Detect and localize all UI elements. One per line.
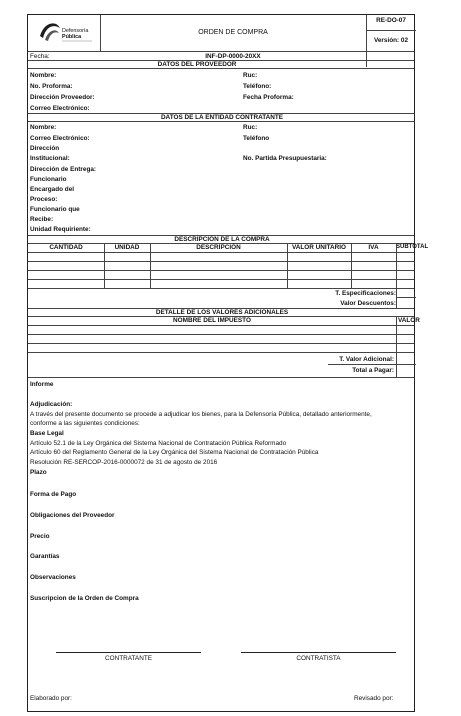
entidad-partida-label: No. Partida Presupuestaria: <box>243 155 327 162</box>
proveedor-correo-label: Correo Electrónico: <box>30 105 90 112</box>
revisado-label: Revisado por: <box>354 695 394 702</box>
section-compra-title: DESCRIPCIÓN DE LA COMPRA <box>174 236 270 243</box>
col-nombre-impuesto: NOMBRE DEL IMPUESTO <box>173 317 251 324</box>
section-entidad-title: DATOS DE LA ENTIDAD CONTRATANTE <box>160 114 284 121</box>
adjudicacion-text-2: conforme a las siguientes condiciones: <box>30 420 140 427</box>
proveedor-nombre-label: Nombre: <box>30 72 57 79</box>
informe-label: Informe <box>30 381 54 388</box>
entidad-nombre-label: Nombre: <box>30 124 57 131</box>
doc-code: RE-DO-07 <box>376 17 406 24</box>
proveedor-telefono-label: Teléfono: <box>243 83 272 90</box>
adjudicacion-text-1: A través del presente documento se procede a adjudicar los bienes, para la Defensoría Pública, detallado anteriormente, <box>30 411 372 418</box>
doc-number: INF-DP-0000-20XX <box>205 53 261 60</box>
suscripcion-label: Suscripcion de la Orden de Compra <box>30 595 139 602</box>
entidad-entrega-label: Dirección de Entrega: <box>30 166 97 173</box>
fecha-label: Fecha: <box>30 53 50 60</box>
col-cantidad: CANTIDAD <box>49 244 83 251</box>
articulo-52: Artículo 52.1 de la Ley Orgánica del Sistema Nacional de Contratación Pública Reformado <box>30 440 287 447</box>
logo-text-line2: Pública <box>62 34 82 40</box>
section-proveedor-title: DATOS DEL PROVEEDOR <box>157 61 237 68</box>
col-valor: VALOR <box>398 317 420 324</box>
valor-descuentos-label: Valor Descuentos: <box>340 300 396 307</box>
entidad-proceso-label: Proceso: <box>30 196 58 203</box>
doc-title: ORDEN DE COMPRA <box>198 29 268 36</box>
contratante-signature-line <box>56 652 201 653</box>
plazo-label: Plazo <box>30 469 47 476</box>
garantias-label: Garantías <box>30 553 60 560</box>
logo-swoosh-2 <box>45 30 59 41</box>
defensoria-logo <box>34 18 96 48</box>
t-especificaciones-label: T. Especificaciones: <box>335 290 396 297</box>
contratante-label: CONTRATANTE <box>105 655 152 662</box>
doc-code-cell <box>366 17 416 24</box>
col-descripcion: DESCRIPCIÓN <box>196 244 241 251</box>
entidad-unidad-label: Unidad Requiriente: <box>30 226 91 233</box>
logo-text-line1: Defensoría <box>62 28 89 34</box>
resolucion-text: Resolución RE-SERCOP-2016-0000072 de 31 de agosto de 2016 <box>30 459 218 466</box>
entidad-direccion-label: Dirección <box>30 145 60 152</box>
col-valor-unitario: VALOR UNITARIO <box>291 244 347 251</box>
t-valor-adicional-label: T. Valor Adicional: <box>339 356 394 363</box>
proveedor-fecha-proforma-label: Fecha Proforma: <box>243 94 294 101</box>
entidad-telefono-label: Teléfono <box>243 135 270 142</box>
proveedor-direccion-label: Dirección Proveedor: <box>30 94 95 101</box>
col-unidad: UNIDAD <box>114 244 140 251</box>
contratista-label: CONTRATISTA <box>296 655 341 662</box>
entidad-encargado-label: Encargado del <box>30 186 75 193</box>
base-legal-label: Base Legal <box>30 430 64 437</box>
entidad-ruc-label: Ruc: <box>243 124 258 131</box>
proveedor-ruc-label: Ruc: <box>243 72 258 79</box>
observaciones-label: Observaciones <box>30 574 76 581</box>
precio-label: Precio <box>30 533 50 540</box>
contratista-signature-line <box>241 652 396 653</box>
section-adicionales-title: DETALLE DE LOS VALORES ADICIONALES <box>155 309 289 316</box>
forma-pago-label: Forma de Pago <box>30 491 77 498</box>
total-pagar-label: Total a Pagar: <box>352 367 394 374</box>
entidad-correo-label: Correo Electrónico: <box>30 135 90 142</box>
adjudicacion-label: Adjudicación: <box>30 401 73 408</box>
col-subtotal: SUBTOTAL <box>396 244 429 250</box>
col-iva: IVA <box>368 244 379 251</box>
purchase-order-form <box>27 14 429 712</box>
elaborado-label: Elaborado por: <box>30 695 72 702</box>
obligaciones-label: Obligaciones del Proveedor <box>30 512 115 519</box>
entidad-institucional-label: Institucional: <box>30 155 70 162</box>
doc-version: Versión: 02 <box>373 37 409 44</box>
entidad-recibe-label: Recibe: <box>30 216 54 223</box>
articulo-60: Artículo 60 del Reglamento General de la Ley Orgánica del Sistema Nacional de Contratación Pública <box>30 449 319 456</box>
entidad-funcionario-que-label: Funcionario que <box>30 206 80 213</box>
entidad-funcionario-label: Funcionario <box>30 176 67 183</box>
proveedor-proforma-label: No. Proforma: <box>30 83 73 90</box>
